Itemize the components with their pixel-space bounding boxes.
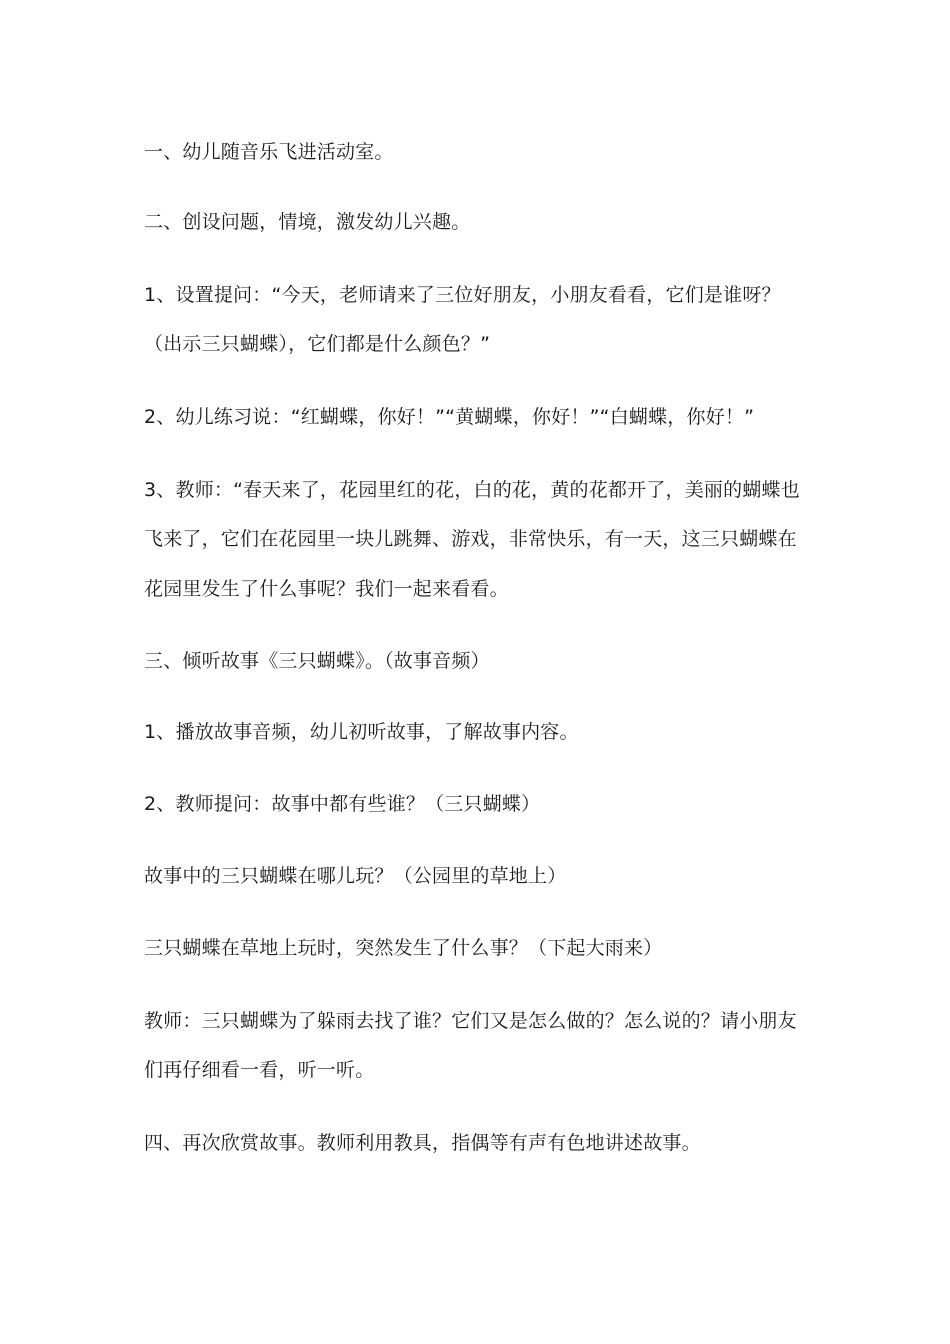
paragraph-line: 花园里发生了什么事呢？我们一起来看看。 xyxy=(144,578,509,600)
section-heading-2: 二、创设问题，情境，激发幼儿兴趣。 xyxy=(144,211,471,233)
section-heading-3: 三、倾听故事《三只蝴蝶》。（故事音频） xyxy=(144,650,490,672)
section-heading-4: 四、再次欣赏故事。教师利用教具，指偶等有声有色地讲述故事。 xyxy=(144,1132,701,1154)
paragraph-line: 们再仔细看一看，听一听。 xyxy=(144,1059,375,1081)
paragraph-line: 故事中的三只蝴蝶在哪儿玩？（公园里的草地上） xyxy=(144,865,567,887)
paragraph-line: 教师：三只蝴蝶为了躲雨去找了谁？它们又是怎么做的？怎么说的？请小朋友 xyxy=(144,1010,797,1032)
section-heading-1: 一、幼儿随音乐飞进活动室。 xyxy=(144,141,394,163)
paragraph-line: 2、幼儿练习说：“红蝴蝶，你好！”“黄蝴蝶，你好！”“白蝴蝶，你好！” xyxy=(144,406,755,428)
paragraph-line: 3、教师：“春天来了，花园里红的花，白的花，黄的花都开了，美丽的蝴蝶也 xyxy=(144,479,800,501)
paragraph-line: 2、教师提问：故事中都有些谁？（三只蝴蝶） xyxy=(144,793,541,815)
paragraph-line: 1、播放故事音频，幼儿初听故事，了解故事内容。 xyxy=(144,721,579,743)
paragraph-line: （出示三只蝴蝶），它们都是什么颜色？” xyxy=(144,333,491,355)
paragraph-line: 飞来了，它们在花园里一块儿跳舞、游戏，非常快乐，有一天，这三只蝴蝶在 xyxy=(144,528,797,550)
paragraph-line: 三只蝴蝶在草地上玩时，突然发生了什么事？（下起大雨来） xyxy=(144,937,663,959)
paragraph-line: 1、设置提问：“今天，老师请来了三位好朋友，小朋友看看，它们是谁呀？ xyxy=(144,284,781,306)
